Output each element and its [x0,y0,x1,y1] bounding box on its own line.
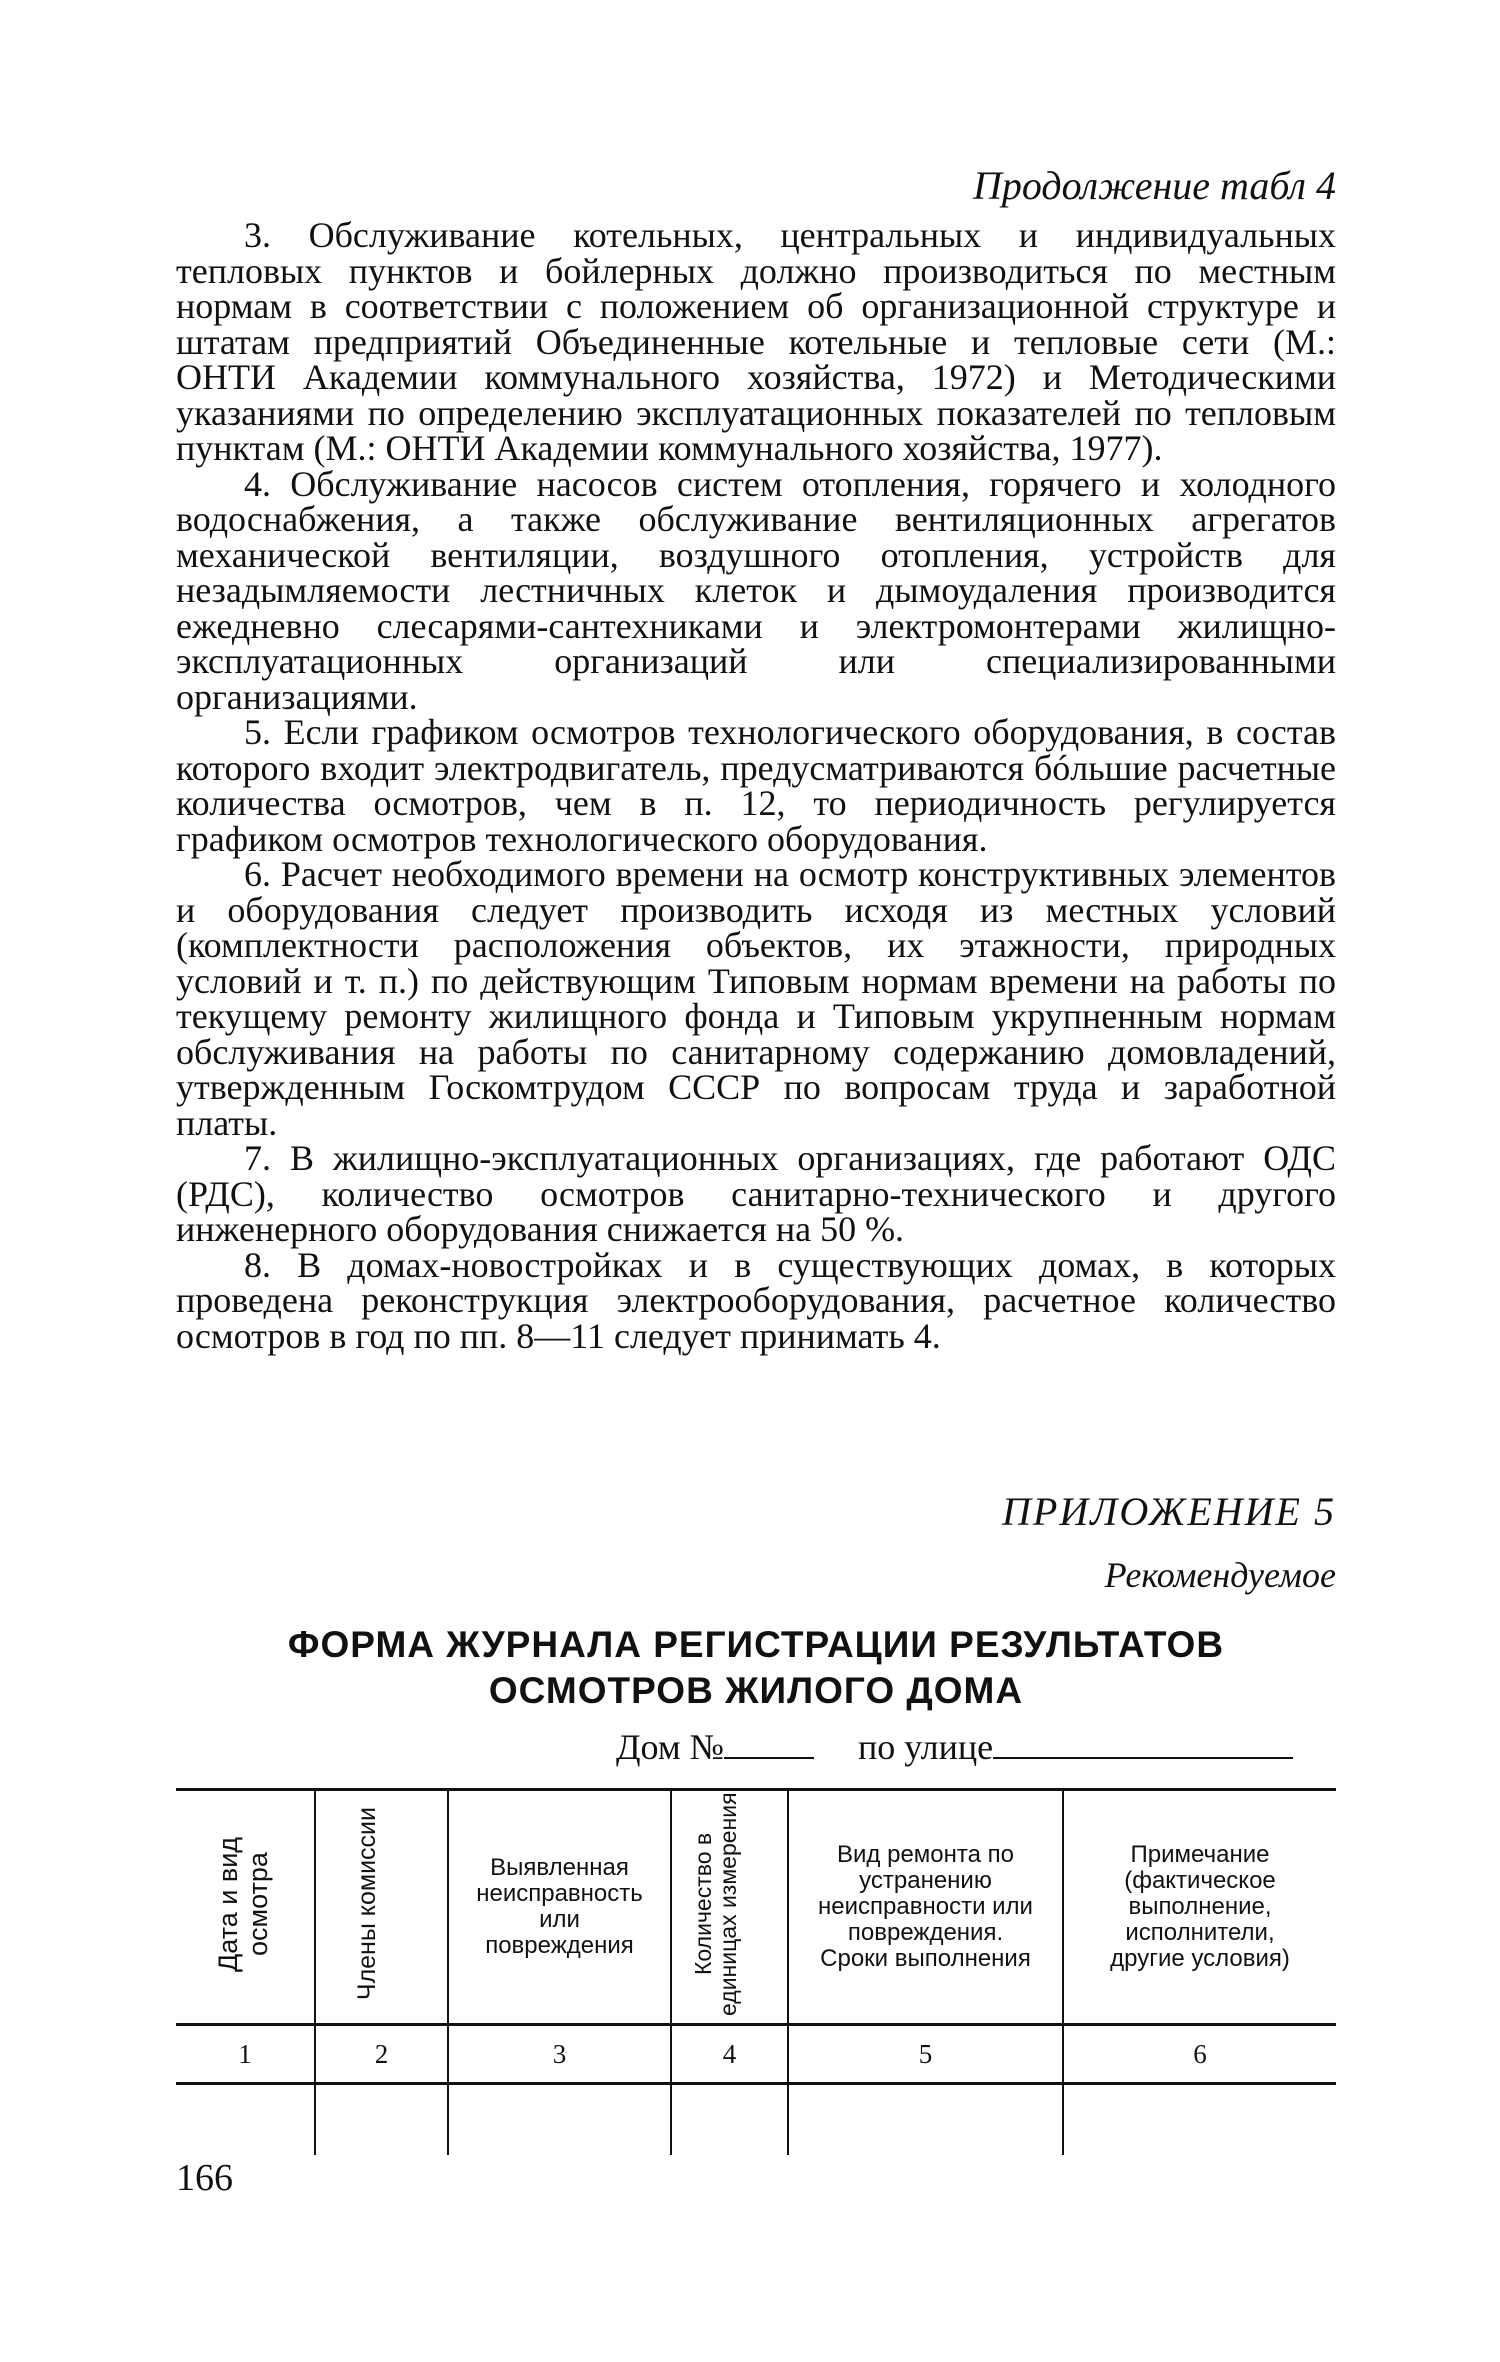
header-date-type: Дата и вид осмотра [176,1790,315,2025]
street-blank [993,1757,1293,1759]
house-label: Дом № [616,1727,724,1767]
street-label: по улице [858,1727,994,1767]
inspection-journal-table [176,1788,1336,2155]
header-defect-found: Выявленная неисправность или повреждения [448,1790,671,2025]
table-continuation-label: Продолжение табл 4 [972,163,1336,208]
column-number: 5 [788,2025,1063,2084]
header-note: Примечание (фактическое выполнение, исполнители, другие условия) [1063,1790,1336,2025]
form-title-line-2: ОСМОТРОВ ЖИЛОГО ДОМА [488,1670,1024,1711]
column-number: 6 [1063,2025,1336,2084]
header-commission-members: Члены комиссии [315,1790,448,2025]
note-8: 8. В домах-новостройках и в существующих домах, в которых проведена реконструкция электрооборудования, расчетное количество осмотров в год по пп. 8—11 следует принимать 4. [176,1244,1336,1356]
empty-entry-row [176,2084,1336,2156]
header-quantity: Количество в единицах измерения [671,1790,788,2025]
house-number-blank [724,1757,814,1759]
appendix-label: ПРИЛОЖЕНИЕ 5 [1002,1489,1336,1534]
appendix-status: Рекомендуемое [1104,1555,1336,1595]
note-5: 5. Если графиком осмотров технологического оборудования, в состав которого входит электродвигатель, предусматриваются бóльшие расчетные количества осмотров, чем в п. 12, то периодичность регулируется графиком осмотров технологического оборудования. [176,712,1336,859]
note-4: 4. Обслуживание насосов систем отопления, горячего и холодного водоснабжения, а также обслуживание вентиляционных агрегатов механической вентиляции, воздушного отопления, устройств для незадымляемости лестничных клеток и дымоудаления производится ежедневно слесарями-сантехниками и электромонтерами жилищно-эксплуатационных организаций или специализированными организациями. [176,463,1336,717]
note-7: 7. В жилищно-эксплуатационных организациях, где работают ОДС (РДС), количество осмотров санитарно-технического и другого инженерного оборудования снижается на 50 %. [176,1138,1336,1249]
table-header-row [176,1790,1336,2025]
header-repair-type: Вид ремонта по устранению неисправности или повреждения. Сроки выполнения [788,1790,1063,2025]
column-number: 1 [176,2025,315,2084]
form-title [176,1622,1336,1714]
notes-block [176,215,1336,1356]
page-number: 166 [176,2157,233,2199]
column-number-row [176,2025,1336,2084]
column-number: 2 [315,2025,448,2084]
address-line [616,1726,1336,1768]
form-title-line-1: ФОРМА ЖУРНАЛА РЕГИСТРАЦИИ РЕЗУЛЬТАТОВ [287,1624,1225,1665]
note-3: 3. Обслуживание котельных, центральных и индивидуальных тепловых пунктов и бойлерных должно производиться по местным нормам в соответствии с положением об организационной структуре и штатам предприятий Объединенные котельные и тепловые сети (М.: ОНТИ Академии коммунального хозяйства, 1972) и Методическими указаниями по определению эксплуатационных показателей по тепловым пунктам (М.: ОНТИ Академии коммунального хозяйства, 1977). [176,215,1336,468]
column-number: 4 [671,2025,788,2084]
note-6: 6. Расчет необходимого времени на осмотр конструктивных элементов и оборудования следует производить исходя из местных условий (комплектности расположения объектов, их этажности, природных условий и т. п.) по действующим Типовым нормам времени на работы по текущему ремонту жилищного фонда и Типовым укрупненным нормам обслуживания на работы по санитарному содержанию домовладений, утвержденным Госкомтрудом СССР по вопросам труда и заработной платы. [176,854,1336,1143]
column-number: 3 [448,2025,671,2084]
